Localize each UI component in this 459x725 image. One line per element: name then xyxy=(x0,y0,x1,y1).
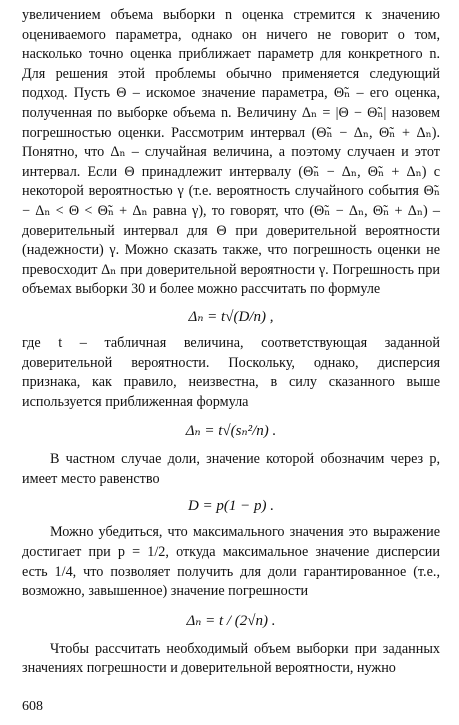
formula-error-s-squared: Δₙ = t√(sₙ²/n) . xyxy=(185,423,277,440)
formula-guaranteed-error: Δₙ = t / (2√n) . xyxy=(186,612,276,629)
formula-error-d-over-n: Δₙ = t√(D/n) , xyxy=(188,308,274,325)
paragraph-1: увеличением объема выборки n оценка стремится к значению оцениваемого параметра, однако он ничего не говорит о том, насколько точно оценка приближает параметр для конкретного n. Для решения этой проблемы обычно применяется следующий подход. Пусть Θ – искомое значение параметра, Θ̃ₙ – его оценка, полученная по выборке объема n. Величину Δₙ = |Θ − Θ̃ₙ| назовем погрешностью оценки. Рассмотрим интервал (Θ̃ₙ − Δₙ, Θ̃ₙ + Δₙ). Понятно, что Δₙ – случайная величина, а поэтому случаен и этот интервал. Если Θ принадлежит интервалу (Θ̃ₙ − Δₙ, Θ̃ₙ + Δₙ) с некоторой вероятностью γ (т.е. вероятность случайного события Θ̃ₙ − Δₙ < Θ < Θ̃ₙ + Δₙ равна γ), то говорят, что (Θ̃ₙ − Δₙ, Θ̃ₙ + Δₙ) – доверительный интервал для Θ при доверительной вероятности (надежности) γ. Можно сказать также, что погрешность оценки не превосходит Δₙ при доверительной вероятности γ. Погрешность при объемах выборки 30 и более можно рассчитать по формуле xyxy=(22,7,440,298)
page-number: 608 xyxy=(22,699,43,714)
paragraph-2: где t – табличная величина, соответствующая заданной доверительной вероятности. Поскольку, однако, дисперсия признака, как правило, неизвестна, в силу сказанного выше используется приближенная формула xyxy=(22,334,440,410)
body-text xyxy=(22,6,440,679)
paragraph-3: В частном случае доли, значение которой обозначим через p, имеет место равенство xyxy=(22,451,440,487)
formula-variance-share: D = p(1 − p) . xyxy=(187,498,275,515)
paragraph-5: Чтобы рассчитать необходимый объем выборки при заданных значениях погрешности и доверительной вероятности, нужно xyxy=(22,640,440,677)
paragraph-4: Можно убедиться, что максимального значения это выражение достигает при p = 1/2, откуда максимальное значение дисперсии есть 1/4, что позволяет получить для доли гарантированное (т.е., возможно, завышенное) значение погрешности xyxy=(22,524,440,600)
